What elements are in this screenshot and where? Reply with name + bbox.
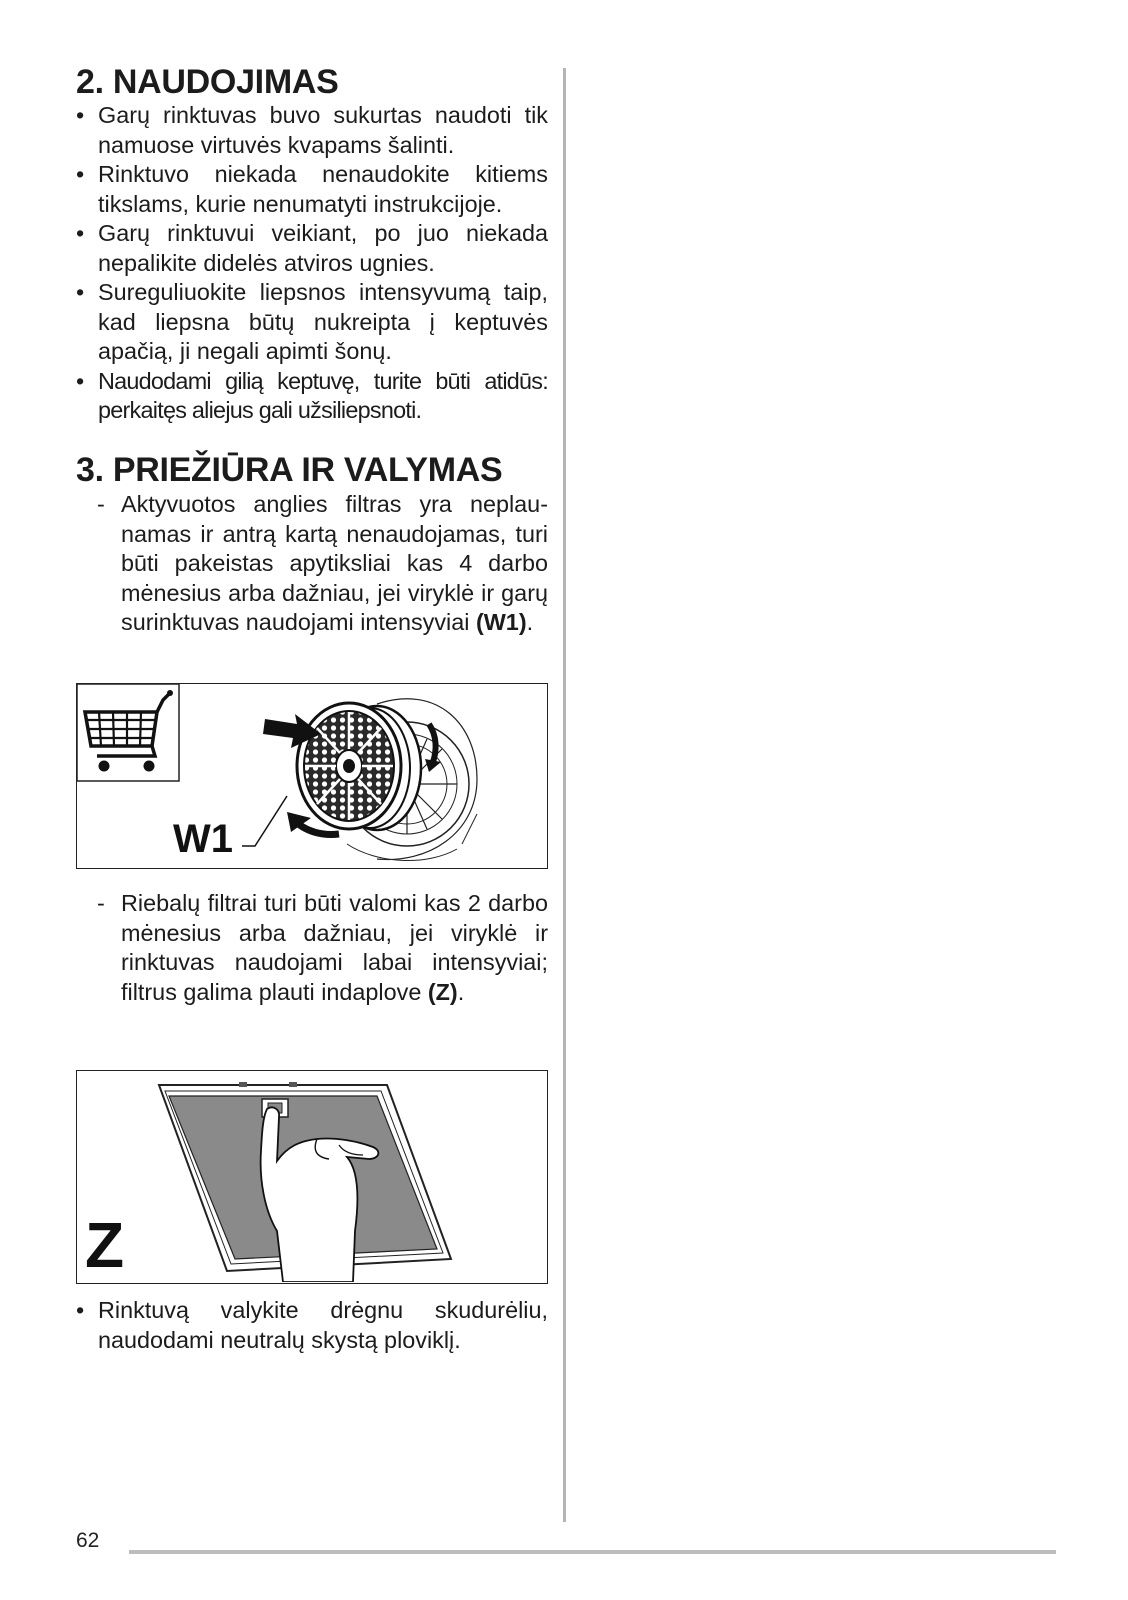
figure-w1 xyxy=(76,683,548,869)
figure-label-z: Z xyxy=(85,1209,125,1281)
callout-line xyxy=(242,796,287,846)
bullet-item: • Rinktuvą valykite drėgnu skudurėliu, naudodami neutralų skystą ploviklį. xyxy=(76,1296,548,1355)
bullet-item: • Sureguliuokite liepsnos intensyvumą taip, kad liepsna būtų nukreipta į keptuvės apačią, ji negali apimti šonų. xyxy=(76,278,548,367)
section-2-bullet-list xyxy=(76,101,548,426)
figure-label-w1: W1 xyxy=(173,817,233,861)
figure-reference-w1: (W1) xyxy=(475,609,527,635)
shopping-cart-icon xyxy=(77,684,179,781)
bullet-item: • Naudodami gilią keptuvę, turite būti atidūs: perkaitęs aliejus gali užsiliepsnoti. xyxy=(76,367,548,426)
dash-item xyxy=(76,889,548,1007)
section-3-title: 3. PRIEŽIŪRA IR VALYMAS xyxy=(76,451,503,489)
section-3-dash-list-1 xyxy=(76,490,548,638)
dash-item-text: Riebalų filtrai turi būti valomi kas 2 darbo mėnesius arba dažniau, jei viryklė ir rinktuvas naudojami labai intensyviai; filtrus galima plauti indaplove xyxy=(121,890,548,1005)
dash-item-end: . xyxy=(457,978,465,1005)
figure-z xyxy=(76,1070,548,1284)
grease-filter-illustration xyxy=(77,1071,546,1282)
bullet-item: • Rinktuvo niekada nenaudokite kitiems tikslams, kurie nenumatyti instrukcijoje. xyxy=(76,160,548,219)
bullet-item: • Garų rinktuvui veikiant, po juo niekada nepalikite didelės atviros ugnies. xyxy=(76,219,548,278)
footer-rule xyxy=(129,1550,1056,1554)
bullet-item: • Garų rinktuvas buvo sukurtas naudoti tik namuose virtuvės kvapams šalinti. xyxy=(76,101,548,160)
page-number: 62 xyxy=(76,1529,100,1552)
carbon-filter-icon xyxy=(297,703,421,830)
section-3-bullet-list xyxy=(76,1296,548,1355)
column-divider xyxy=(563,68,566,1522)
dash-item-end: . xyxy=(526,609,534,635)
figure-reference-z: (Z) xyxy=(427,978,458,1005)
dash-item xyxy=(76,490,548,638)
carbon-filter-illustration xyxy=(77,684,546,867)
section-3-dash-list-2 xyxy=(76,889,548,1007)
dash-item-text: Aktyvuotos anglies filtras yra neplaunamas ir antrą kartą nenaudojamas, turi būti pakeistas apytiksliai kas 4 darbo mėnesius arba dažniau, jei viryklė ir garų surinktuvas naudojami intensyviai xyxy=(121,491,548,635)
section-2-title: 2. NAUDOJIMAS xyxy=(76,63,339,101)
